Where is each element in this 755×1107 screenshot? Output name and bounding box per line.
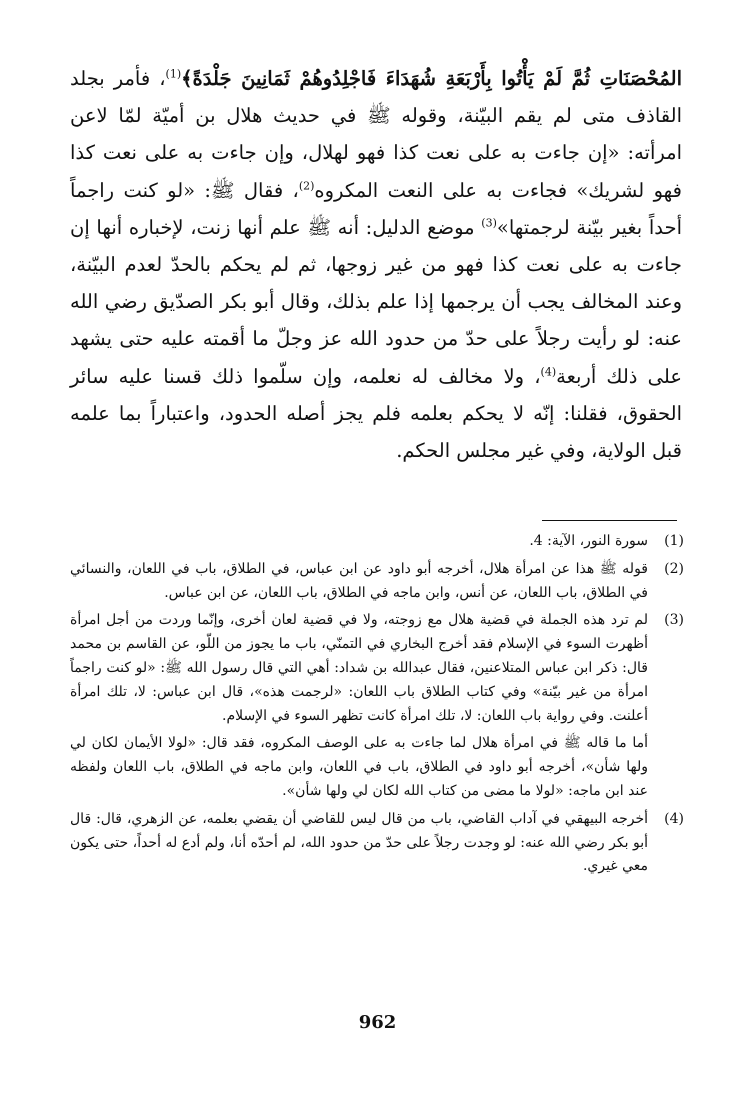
main-text <box>70 60 682 469</box>
footnote-text: قوله ﷺ هذا عن امرأة هلال، أخرجه أبو داود عن ابن عباس، في الطلاق، باب في اللعان، والنسائي في الطلاق، باب اللعان، عن أنس، وابن ماجه في الطلاق، باب اللعان، عن ابن عباس. <box>70 560 648 601</box>
footnote-4 <box>70 808 684 879</box>
footnote-text: لم ترد هذه الجملة في قضية هلال مع زوجته، ولا في قضية لعان أخرى، وإنّما وردت من أجل امرأة أظهرت السوء في الإسلام فقد أخرج البخاري في التمنّي، باب ما يجوز من اللّو، عن القاسم بن محمد قال: ذكر ابن عباس المتلاعنين، فقال عبدالله بن شداد: أهي التي قال رسول الله ﷺ: «لو كنت راجماً امرأة من غير بيّنة» وفي كتاب الطلاق باب اللعان: «لرجمت هذه»، قال ابن عباس: لا، تلك امرأة أعلنت. وفي رواية باب اللعان: لا، تلك امرأة كانت تظهر السوء في الإسلام. <box>70 612 648 724</box>
footnote-number: (1) <box>664 533 684 549</box>
footnote-ref-1: (1) <box>165 67 182 81</box>
footnotes <box>70 530 684 879</box>
footnote-number: (3) <box>664 612 684 629</box>
footnote-number: (2) <box>664 560 684 577</box>
footnote-1 <box>70 530 684 554</box>
footnote-separator <box>542 520 677 521</box>
footnote-number: (4) <box>664 810 684 827</box>
footnote-text: سورة النور، الآية: 4. <box>529 533 648 549</box>
text-segment-2: ، فقال ﷺ: «لو كنت راجماً أحداً بغير بيّنة لرجمتها» <box>70 178 682 239</box>
footnote-body <box>70 609 648 803</box>
footnote-2 <box>70 558 684 606</box>
main-paragraph <box>70 60 682 469</box>
footnote-ref-4: (4) <box>540 365 557 379</box>
text-segment-3: موضع الدليل: أنه ﷺ علم أنها زنت، لإخباره أنها إن جاءت به على نعت كذا فهو من غير زوجها، ثم لم يحكم بالحدّ لعدم البيّنة، وعند المخالف يجب أن يرجمها إذا علم بذلك، وقال أبو بكر الصدّيق رضي الله عنه: لو رأيت رجلاً على حدّ من حدود الله عز وجلّ ما أقمته عليه حتى يشهد على ذلك أربعة <box>70 215 682 388</box>
footnote-continuation: أما ما قاله ﷺ في امرأة هلال لما جاءت به على الوصف المكروه، فقد قال: «لولا الأيمان لكان لي ولها شأن»، أخرجه أبو داود في الطلاق، باب في اللعان، وابن ماجه في الطلاق، باب اللعان ولفظه عند ابن ماجه: «لولا ما مضى من كتاب الله لكان لي ولها شأن». <box>70 735 648 799</box>
text-segment-4: ، ولا مخالف له نعلمه، وإن سلّموا ذلك قسنا عليه سائر الحقوق، فقلنا: إنّه لا يحكم بعلمه فلم يجز أصله الحدود، واعتباراً بما علمه قبل الولاية، وفي غير مجلس الحكم. <box>70 364 682 463</box>
page-number: 962 <box>358 1012 397 1033</box>
quran-excerpt: المُحْصَنَاتِ ثُمَّ لَمْ يَأْتُوا بِأَرْبَعَةِ شُهَدَاءَ فَاجْلِدُوهُمْ ثَمَانِينَ جَلْدَةً﴾ <box>181 67 682 90</box>
footnote-ref-3: (3) <box>481 216 497 230</box>
footnote-3 <box>70 609 684 803</box>
footnote-ref-2: (2) <box>298 179 315 193</box>
footnote-text: أخرجه البيهقي في آداب القاضي، باب من قال ليس للقاضي أن يقضي بعلمه، عن الزهري، قال: قال أبو بكر رضي الله عنه: لو وجدت رجلاً على حدّ من حدود الله، لم أحدّه أنا، ولم أدع له أحداً، حتى يكون معي غيري. <box>70 810 648 875</box>
text-segment-1: ، فأمر بجلد القاذف متى لم يقم البيّنة، وقوله ﷺ في حديث هلال بن أميّة لمّا لاعن امرأته: «إن جاءت به على نعت كذا فهو لهلال، وإن جاءت به على نعت كذا فهو لشريك» فجاءت به على النعت المكروه <box>70 67 682 202</box>
